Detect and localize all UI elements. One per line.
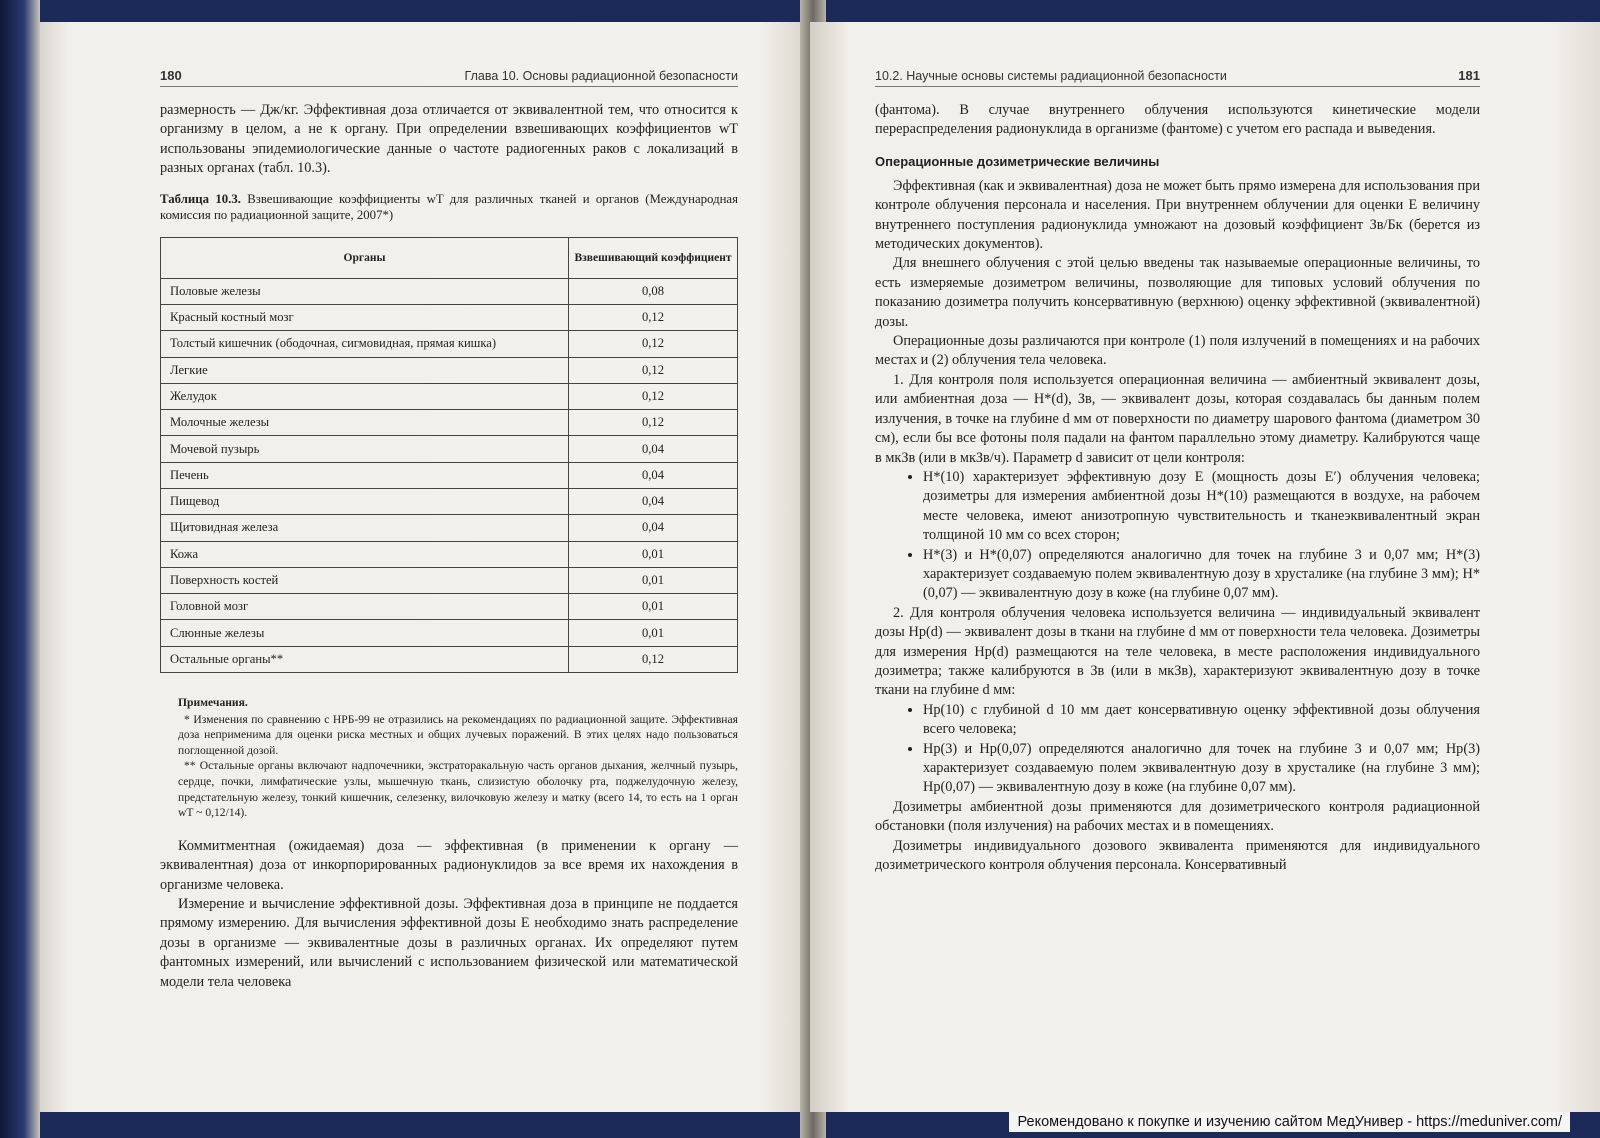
bullet-list-individual bbox=[875, 701, 1480, 798]
left-running-head bbox=[160, 68, 738, 87]
table-caption-label: Таблица 10.3. bbox=[160, 191, 241, 206]
organ-cell: Кожа bbox=[161, 541, 569, 567]
right-page bbox=[810, 22, 1600, 1112]
note-2: ** Остальные органы включают надпочечники, экстраторакальную часть органов дыхания, желчный пузырь, сердце, почки, лимфатические узлы, мышечную ткань, слизистую оболочку рта, поджелудочную железу, предстательную железу, тонкий кишечник, селезенку, вилочковую железу и матку (всего 14, то есть на 1 орган wT ~ 0,12/14). bbox=[178, 759, 738, 820]
table-caption-text: Взвешивающие коэффициенты wT для различных тканей и органов (Международная комиссия по радиационной защите, 2007*) bbox=[160, 191, 739, 222]
table-header-coef: Взвешивающий коэффициент bbox=[569, 237, 738, 278]
bullet-item: • H*(3) и H*(0,07) определяются аналогично для точек на глубине 3 и 0,07 мм; H*(3) характеризует создаваемую полем эквивалентную дозу в хрусталике (на глубине 3 мм); H*(0,07) — эквивалентную дозу в коже (на глубине 0,07 мм). bbox=[923, 546, 1480, 604]
left-running-title: Глава 10. Основы радиационной безопасности bbox=[464, 69, 738, 83]
table-row bbox=[161, 489, 738, 515]
organ-cell: Половые железы bbox=[161, 278, 569, 304]
organ-cell: Мочевой пузырь bbox=[161, 436, 569, 462]
table-row bbox=[161, 594, 738, 620]
organ-cell: Поверхность костей bbox=[161, 567, 569, 593]
table-body bbox=[161, 278, 738, 672]
right-page-number: 181 bbox=[1458, 68, 1480, 83]
left-intro-paragraph: размерность — Дж/кг. Эффективная доза отличается от эквивалентной тем, что относится к организму в целом, а не к органу. При определении взвешивающих коэффициентов wT использованы эпидемиологические данные о частоте радиогенных раков с локализаций в разных органах (табл. 10.3). bbox=[160, 102, 738, 177]
organ-cell: Остальные органы** bbox=[161, 646, 569, 672]
bullet-item: • Hp(10) с глубиной d 10 мм дает консервативную оценку эффективной дозы облучения всего человека; bbox=[923, 701, 1480, 740]
coefficient-cell: 0,01 bbox=[569, 620, 738, 646]
coefficient-cell: 0,04 bbox=[569, 515, 738, 541]
right-running-head bbox=[875, 68, 1480, 87]
table-row bbox=[161, 541, 738, 567]
organ-cell: Красный костный мозг bbox=[161, 304, 569, 330]
para-1: Эффективная (как и эквивалентная) доза не может быть прямо измерена для использования при контроле облучения персонала и населения. При внутреннем облучении для оценки E величину внутреннего поступления радионуклида умножают на дозовый коэффициент Зв/Бк (берется из методических документов). bbox=[875, 177, 1480, 253]
para-6: Дозиметры амбиентной дозы применяются для дозиметрического контроля радиационной обстановки (поля излучения) на рабочих местах и в помещениях. bbox=[875, 798, 1480, 835]
bullet-item: • H*(10) характеризует эффективную дозу E (мощность дозы E′) облучения человека; дозиметры для измерения амбиентной дозы H*(10) размещаются в воздухе, на рабочем месте человека, имеют анизотропную чувствительность и тканеэквивалентный экран толщиной 10 мм со всех сторон; bbox=[923, 468, 1480, 546]
left-page-number: 180 bbox=[160, 68, 182, 83]
bullet-list-ambient bbox=[875, 468, 1480, 604]
notes-title: Примечания. bbox=[178, 696, 248, 710]
para-3: Операционные дозы различаются при контроле (1) поля излучений в помещениях и на рабочих местах и (2) облучения тела человека. bbox=[875, 333, 1480, 369]
para-commitment-dose: Коммитментная (ожидаемая) доза — эффективная (в применении к органу — эквивалентная) доза от инкорпорированных радионуклидов за все время их нахождения в организме человека. bbox=[160, 837, 738, 893]
organ-cell: Толстый кишечник (ободочная, сигмовидная, прямая кишка) bbox=[161, 331, 569, 357]
table-row bbox=[161, 304, 738, 330]
table-row bbox=[161, 646, 738, 672]
table-row bbox=[161, 620, 738, 646]
coefficient-cell: 0,04 bbox=[569, 436, 738, 462]
coefficient-cell: 0,12 bbox=[569, 304, 738, 330]
organ-cell: Легкие bbox=[161, 357, 569, 383]
coefficient-cell: 0,12 bbox=[569, 383, 738, 409]
table-caption bbox=[160, 191, 738, 223]
organ-cell: Слюнные железы bbox=[161, 620, 569, 646]
para-5: 2. Для контроля облучения человека используется величина — индивидуальный эквивалент дозы Hp(d) — эквивалент дозы в ткани на глубине d мм от поверхности тела человека. Дозиметры для измерения Hp(d) размещаются на теле человека, в месте расположения индивидуального дозиметра; также калибруются в Зв (или в мкЗв), характеризуют эквивалентную дозу в точке ткани на глубине d мм: bbox=[875, 604, 1480, 699]
table-row bbox=[161, 331, 738, 357]
meduniver-banner-link[interactable]: Рекомендовано к покупке и изучению сайтом МедУнивер - https://meduniver.com/ bbox=[1009, 1112, 1570, 1132]
coefficient-cell: 0,12 bbox=[569, 646, 738, 672]
table-row bbox=[161, 278, 738, 304]
table-row bbox=[161, 383, 738, 409]
para-2: Для внешнего облучения с этой целью введены так называемые операционные величины, то есть измеряемые дозиметром величины, позволяющие для типовых условий облучения по показанию дозиметра получить консервативную (верхнюю) оценку эффективной (эквивалентной) дозы. bbox=[875, 255, 1480, 330]
book-edge bbox=[0, 0, 40, 1138]
coefficient-cell: 0,12 bbox=[569, 331, 738, 357]
coefficient-cell: 0,01 bbox=[569, 541, 738, 567]
organ-cell: Щитовидная железа bbox=[161, 515, 569, 541]
organ-cell: Печень bbox=[161, 462, 569, 488]
coefficient-cell: 0,08 bbox=[569, 278, 738, 304]
table-row bbox=[161, 567, 738, 593]
bullet-item: • Hp(3) и Hp(0,07) определяются аналогично для точек на глубине 3 и 0,07 мм; Hp(3) характеризует создаваемую полем эквивалентную дозу в хрусталике (на глубине 3 мм); Hp(0,07) — эквивалентную дозу в коже (на глубине 0,07 мм). bbox=[923, 740, 1480, 798]
left-page bbox=[40, 22, 810, 1112]
section-subheading: Операционные дозиметрические величины bbox=[875, 153, 1160, 169]
organ-cell: Головной мозг bbox=[161, 594, 569, 620]
organ-cell: Пищевод bbox=[161, 489, 569, 515]
table-row bbox=[161, 357, 738, 383]
table-row bbox=[161, 515, 738, 541]
table-row bbox=[161, 462, 738, 488]
coefficient-cell: 0,01 bbox=[569, 567, 738, 593]
coefficient-cell: 0,04 bbox=[569, 462, 738, 488]
para-measurement: Измерение и вычисление эффективной дозы. Эффективная доза в принципе не поддается прямому измерению. Для вычисления эффективной дозы E необходимо знать распределение дозы в организме — эквивалентные дозы в различных органах. Их определяют путем фантомных измерений, или вычислений с использованием физической или математической модели тела человека bbox=[160, 896, 738, 990]
table-row bbox=[161, 410, 738, 436]
coefficient-cell: 0,04 bbox=[569, 489, 738, 515]
para-4: 1. Для контроля поля используется операционная величина — амбиентный эквивалент дозы, или амбиентная доза — H*(d), Зв, — эквивалент дозы, которая создавалась бы данным полем излучения, в точке на глубине d мм от поверхности по диаметру шарового фантома (диаметром 30 см), если бы все фотоны поля падали на фантом параллельно этому диаметру. Калибруются чаще в мкЗв (или в мкЗв/ч). Параметр d зависит от цели контроля: bbox=[875, 371, 1480, 466]
coefficient-cell: 0,12 bbox=[569, 357, 738, 383]
organ-cell: Желудок bbox=[161, 383, 569, 409]
organ-cell: Молочные железы bbox=[161, 410, 569, 436]
table-header-organ: Органы bbox=[161, 237, 569, 278]
table-notes bbox=[160, 695, 738, 821]
para-phantom: (фантома). В случае внутреннего облучения используются кинетические модели перераспределения радионуклида в организме (фантоме) с учетом его распада и выведения. bbox=[875, 102, 1480, 138]
coefficient-cell: 0,12 bbox=[569, 410, 738, 436]
table-row bbox=[161, 436, 738, 462]
coefficient-cell: 0,01 bbox=[569, 594, 738, 620]
para-7: Дозиметры индивидуального дозового эквивалента применяются для индивидуального дозиметрического контроля облучения персонала. Консервативный bbox=[875, 837, 1480, 874]
note-1: * Изменения по сравнению с НРБ-99 не отразились на рекомендациях по радиационной защите. Эффективная доза неприменима для оценки риска местных и общих лучевых поражений. В этих целях надо пользоваться поглощенной дозой. bbox=[178, 712, 738, 757]
right-running-title: 10.2. Научные основы системы радиационной безопасности bbox=[875, 69, 1227, 83]
weighting-coefficients-table bbox=[160, 237, 738, 673]
